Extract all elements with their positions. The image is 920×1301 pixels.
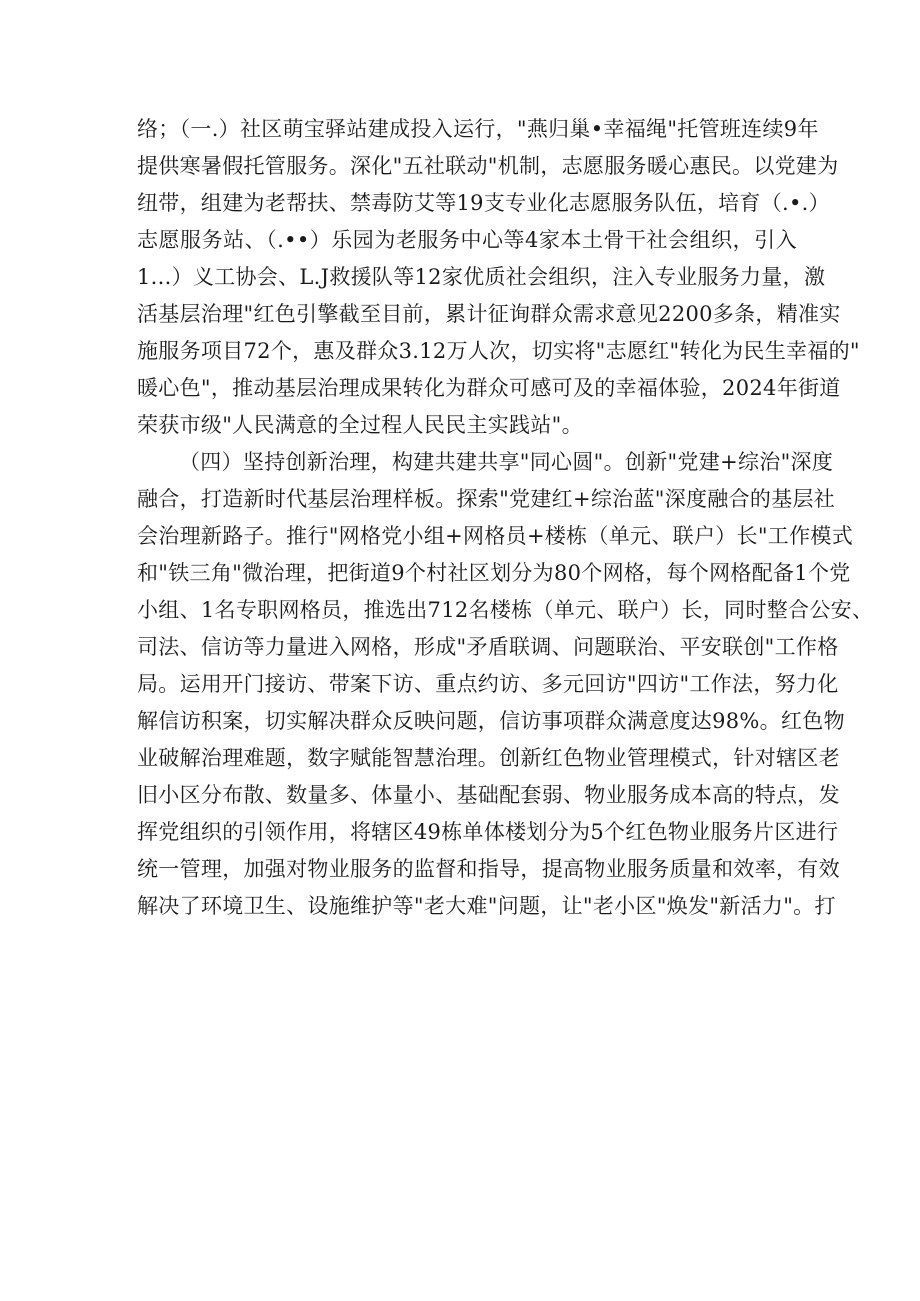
paragraph-2-line-4: 和"铁三角"微治理，把街道9个村社区划分为80个网格，每个网格配备1个党: [137, 561, 851, 585]
paragraph-2-line-8: 解信访积案，切实解决群众反映问题，信访事项群众满意度达98%。红色物: [137, 709, 845, 733]
paragraph-2-line-5: 小组、1名专职网格员，推选出712名楼栋（单元、联户）长，同时整合公安、: [137, 598, 874, 622]
paragraph-2-line-1: （四）坚持创新治理，构建共建共享"同心圆"。创新"党建+综治"深度: [179, 450, 834, 474]
paragraph-1-line-2: 提供寒暑假托管服务。深化"五社联动"机制，志愿服务暖心惠民。以党建为: [137, 154, 839, 178]
paragraph-1-line-9: 荣获市级"人民满意的全过程人民民主实践站"。: [137, 413, 583, 437]
paragraph-2-line-12: 统一管理，加强对物业服务的监督和指导，提高物业服务质量和效率，有效: [137, 857, 840, 881]
paragraph-2-line-6: 司法、信访等力量进入网格，形成"矛盾联调、问题联治、平安联创"工作格: [137, 635, 839, 659]
paragraph-1-line-8: 暖心色"，推动基层治理成果转化为群众可感可及的幸福体验，2024年街道: [137, 376, 841, 400]
paragraph-1-line-1: 络；（一.）社区萌宝驿站建成投入运行，"燕归巢•幸福绳"托管班连续9年: [137, 117, 819, 141]
paragraph-1-line-6: 活基层治理"红色引擎截至目前，累计征询群众需求意见2200多条，精准实: [137, 302, 841, 326]
paragraph-2-line-10: 旧小区分布散、数量多、体量小、基础配套弱、物业服务成本高的特点，发: [137, 783, 840, 807]
paragraph-2-line-2: 融合，打造新时代基层治理样板。探索"党建红+综治蓝"深度融合的基层社: [137, 487, 836, 511]
paragraph-2-line-9: 业破解治理难题，数字赋能智慧治理。创新红色物业管理模式，针对辖区老: [137, 746, 840, 770]
paragraph-1-line-3: 纽带，组建为老帮扶、禁毒防艾等19支专业化志愿服务队伍，培育（.•.）: [137, 191, 830, 215]
paragraph-2-line-3: 会治理新路子。推行"网格党小组+网格员+楼栋（单元、联户）长"工作模式: [137, 524, 854, 548]
paragraph-2-line-7: 局。运用开门接访、带案下访、重点约访、多元回访"四访"工作法，努力化: [137, 672, 839, 696]
paragraph-1-line-5: 1...）义工协会、L.J救援队等12家优质社会组织，注入专业服务力量，激: [137, 265, 826, 289]
paragraph-1-line-7: 施服务项目72个，惠及群众3.12万人次，切实将"志愿红"转化为民生幸福的": [137, 339, 860, 363]
paragraph-1-line-4: 志愿服务站、（.••）乐园为老服务中心等4家本土骨干社会组织，引入: [137, 228, 797, 252]
paragraph-2-line-11: 挥党组织的引领作用，将辖区49栋单体楼划分为5个红色物业服务片区进行: [137, 820, 839, 844]
paragraph-2-line-13: 解决了环境卫生、设施维护等"老大难"问题，让"老小区"焕发"新活力"。打: [137, 894, 836, 918]
